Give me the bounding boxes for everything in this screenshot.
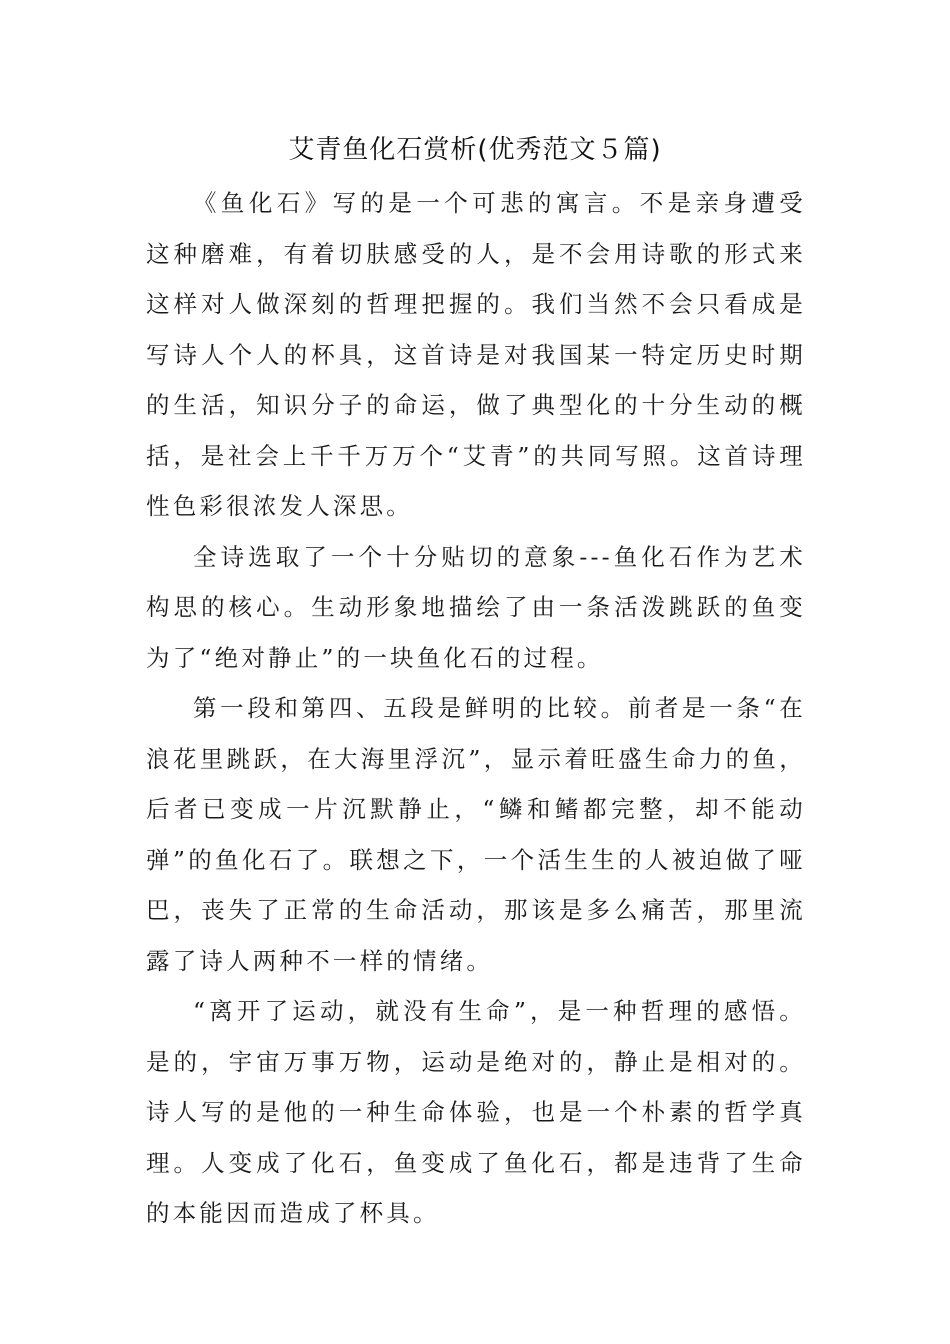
paragraph-4: “离开了运动，就没有生命”，是一种哲理的感悟。是的，宇宙万事万物，运动是绝对的，静止是相对的。诗人写的是他的一种生命体验，也是一个朴素的哲学真理。人变成了化石，鱼变成了鱼化石，都是违背了生命的本能因而造成了杯具。 [146, 997, 806, 1227]
paragraph-3: 第一段和第四、五段是鲜明的比较。前者是一条“在浪花里跳跃，在大海里浮沉”，显示着旺盛生命力的鱼，后者已变成一片沉默静止，“鳞和鳍都完整，却不能动弹”的鱼化石了。联想之下，一个活生生的人被迫做了哑巴，丧失了正常的生命活动，那该是多么痛苦，那里流露了诗人两种不一样的情绪。 [146, 694, 806, 975]
document-title: 艾青鱼化石赏析(优秀范文５篇) [288, 135, 662, 165]
paragraph-1: 《鱼化石》写的是一个可悲的寓言。不是亲身遭受这种磨难，有着切肤感受的人，是不会用诗歌的形式来这样对人做深刻的哲理把握的。我们当然不会只看成是写诗人个人的杯具，这首诗是对我国某一特定历史时期的生活，知识分子的命运，做了典型化的十分生动的概括，是社会上千千万万个“艾青”的共同写照。这首诗理性色彩很浓发人深思。 [146, 189, 806, 520]
paragraph-2: 全诗选取了一个十分贴切的意象---鱼化石作为艺术构思的核心。生动形象地描绘了由一条活泼跳跃的鱼变为了“绝对静止”的一块鱼化石的过程。 [146, 542, 806, 672]
document-body [146, 178, 806, 1239]
